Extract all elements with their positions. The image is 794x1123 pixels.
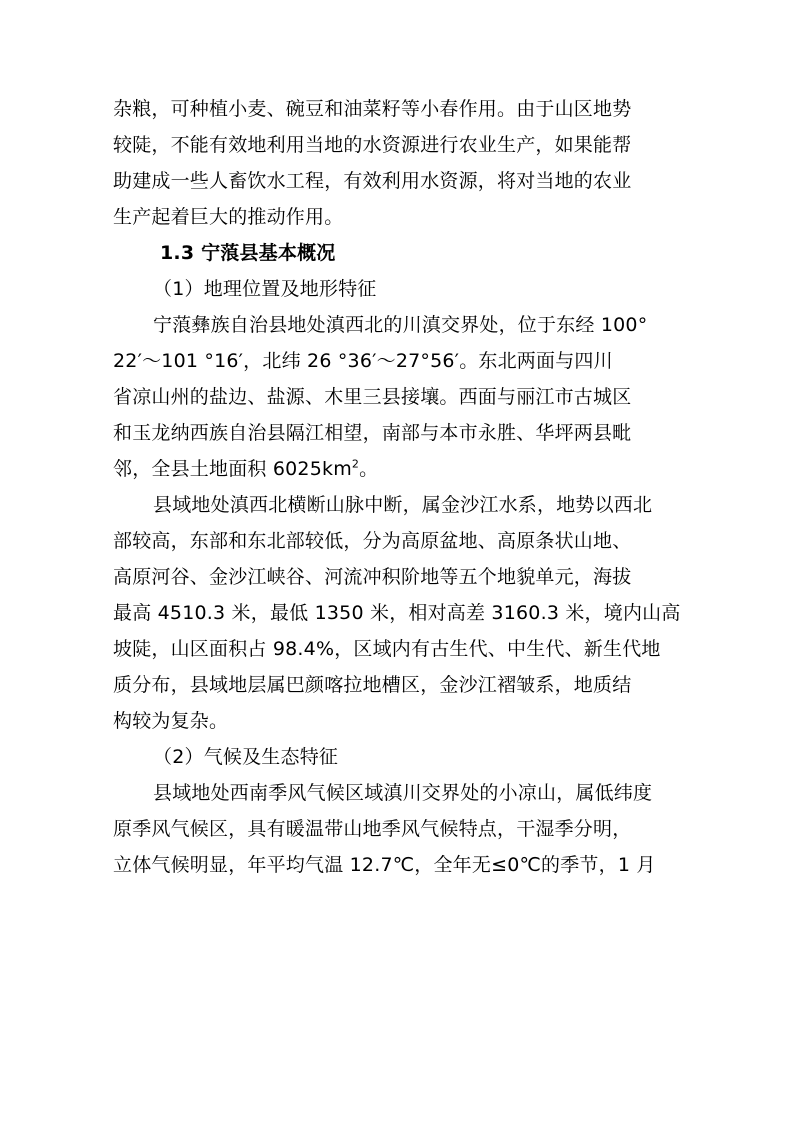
text-line: 生产起着巨大的推动作用。 [113,206,344,228]
text-line: 助建成一些人畜饮水工程，有效利用水资源，将对当地的农业 [113,170,632,192]
text-line: 原季风气候区，具有暖温带山地季风气候特点，干湿季分明， [113,818,632,840]
period-text: 。 [359,458,379,480]
text-line: 宁蒗彝族自治县地处滇西北的川滇交界处，位于东经 100° [153,314,648,336]
subsection-heading: （1）地理位置及地形特征 [153,278,377,300]
text-line: 22′～101 °16′，北纬 26 °36′～27°56′。东北两面与四川 [113,350,613,372]
text-line: 杂粮，可种植小麦、碗豆和油菜籽等小春作用。由于山区地势 [113,98,632,120]
text-line: 省凉山州的盐边、盐源、木里三县接壤。西面与丽江市古城区 [113,386,632,408]
text-line: 坡陡，山区面积占 98.4%，区域内有古生代、中生代、新生代地 [113,638,661,660]
text-line: 质分布，县域地层属巴颜喀拉地槽区，金沙江褶皱系，地质结 [113,674,632,696]
area-text: 邻，全县土地面积 6025km [113,458,352,480]
superscript: 2 [351,457,360,471]
text-line: 县域地处西南季风气候区域滇川交界处的小凉山，属低纬度 [153,782,653,804]
text-line: 最高 4510.3 米，最低 1350 米，相对高差 3160.3 米，境内山高 [113,602,681,624]
text-line: 较陡，不能有效地利用当地的水资源进行农业生产，如果能帮 [113,134,632,156]
text-line: 部较高，东部和东北部较低，分为高原盆地、高原条状山地、 [113,530,632,552]
text-line: 县域地处滇西北横断山脉中断，属金沙江水系，地势以西北 [153,494,653,516]
text-line [113,456,719,482]
text-line: 构较为复杂。 [113,710,229,732]
document-page [113,96,719,888]
subsection-heading: （2）气候及生态特征 [153,746,339,768]
text-line: 立体气候明显，年平均气温 12.7℃，全年无≤0℃的季节，1 月 [113,854,656,876]
text-line: 高原河谷、金沙江峡谷、河流冲积阶地等五个地貌单元，海拔 [113,566,632,588]
text-line: 和玉龙纳西族自治县隔江相望，南部与本市永胜、华坪两县毗 [113,422,632,444]
section-heading: 1.3 宁蒗县基本概况 [160,242,336,264]
